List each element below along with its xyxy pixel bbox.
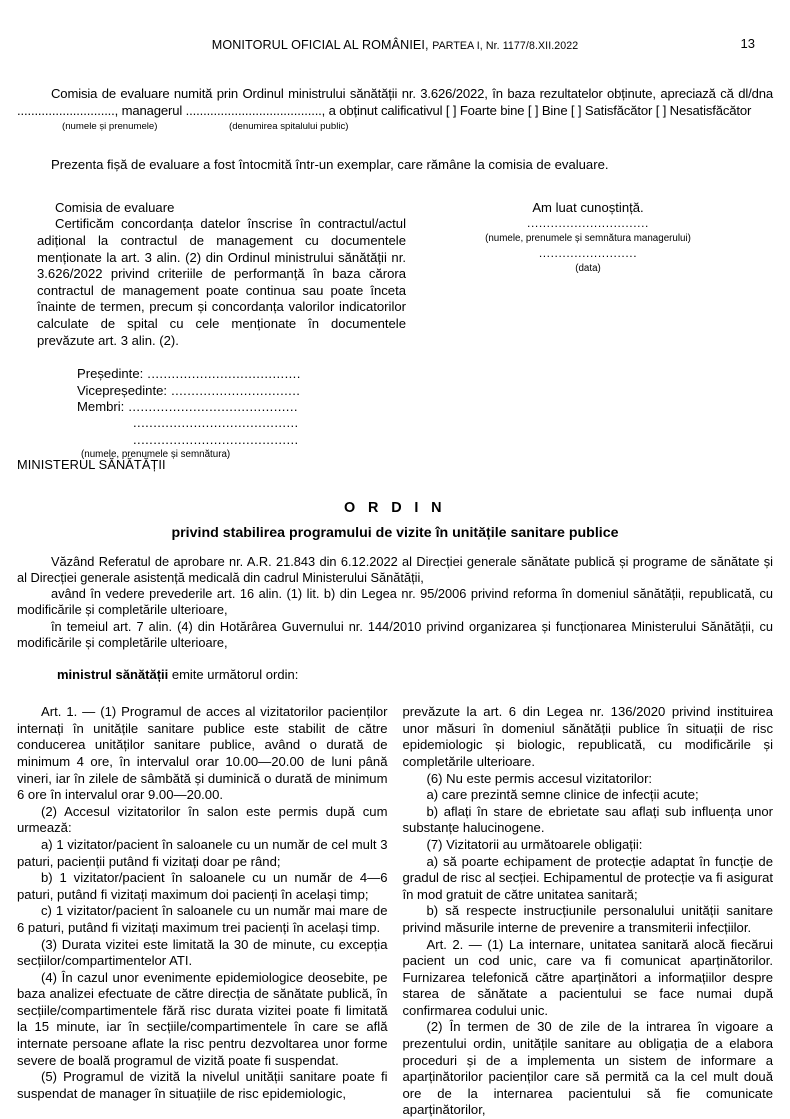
order-paragraph-art2-2: (2) În termen de 30 de zile de la intrarea în vigoare a prezentului ordin, unitățile sanitare au obligația de a elabora proceduri și de a implementa un sistem de informare a aparținătorilor pacienților care să permită ca la cel mult două ore de la internarea pacientului să fie comunicate aparținătorilor, <box>402 1019 773 1118</box>
order-body-right-column <box>403 704 774 1119</box>
order-body-columns <box>17 704 773 1119</box>
signature-area <box>17 199 773 461</box>
acknowledgement-dots-1: ............................... <box>527 216 649 231</box>
order-paragraph-art1-6b: b) aflați în stare de ebrietate sau aflați sub influența unor substanțe halucinogene. <box>402 803 773 836</box>
order-enactment-line <box>17 667 773 683</box>
order-paragraph-art1-5-cont: prevăzute la art. 6 din Legea nr. 136/2020 privind instituirea unor măsuri în domeniul sănătății publice în situații de risc epidemiologic și biologic, republicată, cu modificările și completările ulterioare. <box>402 704 773 769</box>
acknowledgement-block <box>413 200 763 277</box>
signature-row-vicepresedinte-dots: ................................ <box>167 382 301 398</box>
acknowledgement-heading: Am luat cunoștință. <box>532 199 644 215</box>
running-head-title-main: MONITORUL OFICIAL AL ROMÂNIEI, <box>211 38 429 52</box>
order-paragraph-art1-7a: a) să poarte echipament de protecție adaptat în funcție de gradul de risc al secției. Echipamentul de protecție va fi asigurat în mod gratuit de către unitatea sanitară; <box>402 853 773 902</box>
signature-row-membri-dots: .......................................... <box>124 398 298 414</box>
signature-blank-row-1: ......................................... <box>133 415 299 431</box>
preamble-paragraph-1: Văzând Referatul de aprobare nr. A.R. 21.843 din 6.12.2022 al Direcției generale sănătate publică și programe de sănătate și al Direcției generale asistență medicală din cadrul Ministerului Sănătății, <box>17 553 773 585</box>
order-title: O R D I N <box>344 499 446 516</box>
commission-heading: Comisia de evaluare <box>55 199 175 215</box>
order-paragraph-art1-3: (3) Durata vizitei este limitată la 30 de minute, cu excepția secțiilor/compartimentelor ATI. <box>17 936 388 969</box>
order-paragraph-art1-2c: c) 1 vizitator/pacient în saloanele cu un număr mai mare de 6 paturi, putând fi vizitați maximum trei pacienți în același timp. <box>17 903 388 935</box>
commission-block <box>37 200 406 460</box>
order-paragraph-art1-7b: b) să respecte instrucțiunile personalului unității sanitare privind măsurile interne de prevenire a transmiterii infecțiilor. <box>402 903 773 935</box>
order-enactment-minister: ministrul sănătății <box>57 667 169 682</box>
signature-blank-row-2: ......................................... <box>133 431 299 447</box>
signature-row-presedinte-label: Președinte: <box>77 366 144 382</box>
preamble-paragraph-3: în temeiul art. 7 alin. (4) din Hotărârea Guvernului nr. 144/2010 privind organizarea și funcționarea Ministerului Sănătății, cu modificările și completările ulterioare, <box>17 618 773 650</box>
order-preamble <box>17 554 773 651</box>
signature-row-membri <box>77 399 406 415</box>
acknowledgement-caption-date: (data) <box>575 263 601 275</box>
signature-row-presedinte <box>77 366 406 382</box>
order-paragraph-art1-7: (7) Vizitatorii au următoarele obligații: <box>426 836 643 852</box>
order-paragraph-art1-5: (5) Programul de vizită la nivelul unității sanitare poate fi suspendat de manager în situațiile de risc epidemiologic, <box>17 1069 388 1101</box>
signature-row-membri-label: Membri: <box>77 398 125 414</box>
running-head-title <box>17 38 773 52</box>
order-paragraph-art1-2a: a) 1 vizitator/pacient în saloanele cu un număr de cel mult 3 paturi, pacienții putând fi vizitați doar pe rând; <box>17 836 388 869</box>
order-body-left-column <box>17 704 388 1119</box>
evaluation-intro-block <box>17 86 773 119</box>
order-subtitle: privind stabilirea programului de vizite în unitățile sanitare publice <box>171 524 619 541</box>
acknowledgement-dots-2: ......................... <box>538 246 638 261</box>
ministry-name: MINISTERUL SĂNĂTĂȚII <box>17 456 166 472</box>
order-enactment-rest: emite următorul ordin: <box>168 667 299 682</box>
single-copy-note: Prezenta fișă de evaluare a fost întocmită într-un exemplar, care rămâne la comisia de evaluare. <box>51 157 609 173</box>
running-head-title-issue: PARTEA I, Nr. 1177/8.XII.2022 <box>432 40 579 52</box>
running-head <box>17 0 773 72</box>
signature-row-presedinte-dots: ...................................... <box>143 366 301 382</box>
order-paragraph-art2-1: Art. 2. — (1) La internare, unitatea sanitară alocă fiecărui pacient un cod unic, care va fi comunicat aparținătorilor. Furnizarea telefonică către aparținători a informațiilor despre starea de sănătate a pacientului se face numai după confirmarea codului unic. <box>402 936 773 1018</box>
signature-row-vicepresedinte <box>77 383 406 399</box>
members-list <box>77 366 406 448</box>
signature-row-vicepresedinte-label: Vicepreședinte: <box>77 382 168 398</box>
certification-text: Certificăm concordanța datelor înscrise în contractul/actul adițional la contractul de management cu documentele menționate la art. 3 alin. (2) din Ordinul ministrului sănătății nr. 3.626/2022 privind criteriile de performanță în baza cărora contractul de management poate continua sau poate înceta înainte de termen, precum și concordanța valorilor indicatorilor calculate de spital cu cele menționate în documentele prevăzute art. 3 alin. (2). <box>37 216 406 348</box>
evaluation-intro-paragraph: Comisia de evaluare numită prin Ordinul ministrului sănătății nr. 3.626/2022, în baza rezultatelor obținute, apreciază că dl/dna ............................, managerul ......................................., a obținut calificativul [ ] Foarte bine [ ] Bine [ ] Satisfăcător [ ] Nesatisfăcător <box>17 86 773 118</box>
order-paragraph-art1-2: (2) Accesul vizitatorilor în salon este permis după cum urmează: <box>17 803 388 836</box>
single-copy-note-block <box>17 157 773 174</box>
acknowledgement-caption-manager: (numele, prenumele și semnătura managerului) <box>485 233 691 245</box>
preamble-paragraph-2: având în vedere prevederile art. 16 alin. (1) lit. b) din Legea nr. 95/2006 privind reforma în domeniul sănătății, republicată, cu modificările și completările ulterioare, <box>17 586 773 618</box>
order-paragraph-art1-6a: a) care prezintă semne clinice de infecții acute; <box>426 787 699 803</box>
order-paragraph-art1-2b: b) 1 vizitator/pacient în saloanele cu un număr de 4—6 paturi, putând fi vizitați maximum doi pacienți în același timp; <box>17 870 388 902</box>
evaluation-captions-row <box>17 121 773 136</box>
order-paragraph-art1-6: (6) Nu este permis accesul vizitatorilor: <box>426 770 653 786</box>
order-paragraph-art1-4: (4) În cazul unor evenimente epidemiologice deosebite, pe baza analizei efectuate de către direcția de sănătate publică, în secțiile/compartimentele fără risc durata vizitei poate fi limitată la 15 minute, iar în secțiile/compartimentele în care se află internate persoane aflate la risc pentru dezvoltarea unor forme severe de boală programul de vizită poate fi suspendat. <box>17 969 388 1068</box>
page-number: 13 <box>740 36 755 51</box>
caption-name-surname: (numele și prenumele) <box>62 121 158 133</box>
order-paragraph-art1-1: Art. 1. — (1) Programul de acces al vizitatorilor pacienților internați în unitățile sanitare publice este stabilit de către conducerea unităților sanitare publice, având o durată de minimum 4 ore, în intervalul orar 10.00—20.00 de luni până vineri, iar în zilele de sâmbătă și duminică o durată de minimum 6 ore în intervalul orar 9.00—20.00. <box>17 704 388 803</box>
caption-name-surname-signature: (numele, prenumele și semnătura) <box>81 449 231 461</box>
caption-hospital-name: (denumirea spitalului public) <box>229 121 349 133</box>
